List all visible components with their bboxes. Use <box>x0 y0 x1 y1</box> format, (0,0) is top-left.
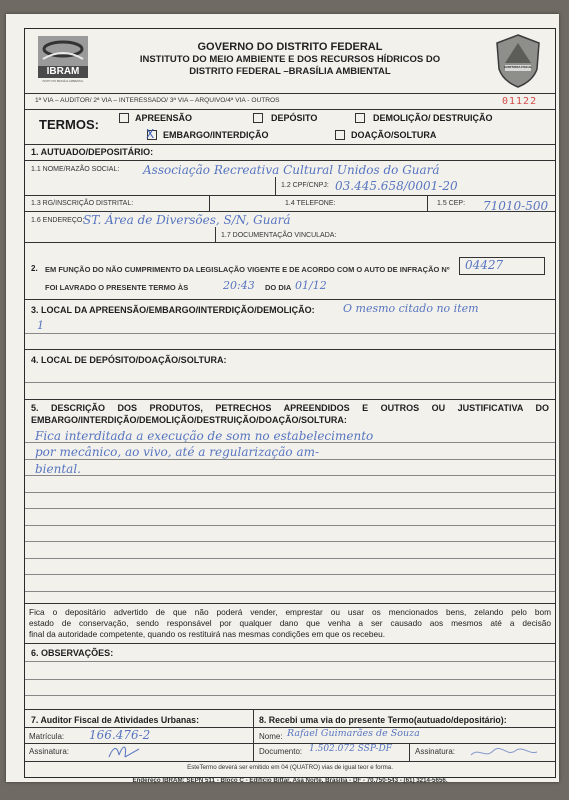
divider <box>209 195 210 211</box>
nome-recebedor-label: Nome: <box>259 732 283 741</box>
cep-label: 1.5 CEP: <box>437 200 466 207</box>
option-apreensao: APREENSÃO <box>135 113 193 123</box>
ruled-line <box>25 679 555 680</box>
checkbox-demolicao[interactable] <box>355 113 365 123</box>
divider <box>25 109 555 110</box>
endereco-value: ST. Área de Diversões, S/N, Guará <box>83 213 291 227</box>
section-3-value-1: O mesmo citado no item <box>343 302 479 315</box>
ruled-line <box>25 574 555 575</box>
divider <box>427 195 428 211</box>
header-title-1: GOVERNO DO DISTRITO FEDERAL <box>197 41 383 53</box>
logo-subtitle: INSTITUTO BRASÍLIA AMBIENTAL <box>42 80 84 83</box>
assinatura-recebedor-label: Assinatura: <box>415 747 456 756</box>
embargo-check-mark: X <box>146 127 155 141</box>
nome-recebedor-value: Rafael Guimarães de Souza <box>287 728 420 739</box>
ruled-line <box>25 442 555 443</box>
ruled-line <box>25 525 555 526</box>
divider <box>25 195 555 196</box>
divider <box>25 160 555 161</box>
rg-label: 1.3 RG/INSCRIÇÃO DISTRITAL: <box>31 200 134 207</box>
divider <box>25 242 555 243</box>
section-5-line-2: por mecânico, ao vivo, até a regularização am- <box>35 445 320 459</box>
recebedor-signature <box>469 743 539 761</box>
section-2-number: 2. <box>31 264 38 273</box>
section-4-title: 4. LOCAL DE DEPÓSITO/DOAÇÃO/SOLTURA: <box>31 355 227 365</box>
vias-text: 1ª VIA – AUDITOR/ 2ª VIA – INTERESSADO/ 3ª VIA – ARQUIVO/4ª VIA - OUTROS <box>35 97 280 104</box>
section-6-title: 6. OBSERVAÇÕES: <box>31 648 114 658</box>
option-demolicao: DEMOLIÇÃO/ DESTRUIÇÃO <box>373 113 493 123</box>
date-value: 01/12 <box>295 279 327 292</box>
divider <box>275 177 276 195</box>
divider <box>25 603 555 604</box>
badge-text: AUDITORIA FISCAL <box>503 65 533 69</box>
checkbox-doacao[interactable] <box>335 130 345 140</box>
ruled-line <box>25 695 555 696</box>
divider <box>25 93 555 94</box>
ruled-line <box>25 558 555 559</box>
cpf-label: 1.2 CPF/CNPJ: <box>281 182 329 189</box>
divider <box>25 349 555 350</box>
divider <box>25 399 555 400</box>
ruled-line <box>25 508 555 509</box>
footer-line-1: EsteTermo deverá ser emitido em 04 (QUATRO) vias de igual teor e forma. <box>187 764 393 771</box>
divider <box>25 144 555 145</box>
section-5-line-3: biental. <box>35 462 81 476</box>
divider <box>25 211 555 212</box>
divider <box>25 299 555 300</box>
telefone-label: 1.4 TELEFONE: <box>285 200 336 207</box>
ruled-line <box>25 382 555 383</box>
section-7-title: 7. Auditor Fiscal de Atividades Urbanas: <box>31 715 199 725</box>
section-2-text-2: FOI LAVRADO O PRESENTE TERMO ÀS <box>45 283 189 292</box>
termo-document <box>6 14 559 782</box>
auditor-signature <box>105 741 145 761</box>
option-embargo: EMBARGO/INTERDIÇÃO <box>163 130 269 140</box>
matricula-label: Matrícula: <box>29 732 65 741</box>
section-3-title: 3. LOCAL DA APREENSÃO/EMBARGO/INTERDIÇÃO/DEMOLIÇÃO: <box>31 305 315 315</box>
ruled-line <box>25 492 555 493</box>
section-2-text-3: DO DIA <box>265 283 292 292</box>
notice-line-3: final da autoridade competente, quando os restituirá nas mesmas condições em que os recebeu. <box>29 629 386 639</box>
divider <box>409 743 410 761</box>
documento-value: 1.502.072 SSP-DF <box>309 744 392 754</box>
header-title-2: INSTITUTO DO MEIO AMBIENTE E DOS RECURSOS HÍDRICOS DO <box>139 54 441 65</box>
auditoria-badge-icon <box>493 33 543 89</box>
auto-infracao-value: 04427 <box>465 258 504 272</box>
divider <box>25 761 555 762</box>
logo-text: IBRAM <box>46 66 80 77</box>
section-1-title: 1. AUTUADO/DEPOSITÁRIO: <box>31 147 154 157</box>
divider <box>253 709 254 761</box>
section-5-title-2: EMBARGO/INTERDIÇÃO/DEMOLIÇÃO/DESTRUIÇÃO/DOAÇÃO/SOLTURA: <box>31 415 347 425</box>
option-deposito: DEPÓSITO <box>271 113 318 123</box>
ruled-line <box>25 475 555 476</box>
notice-line-2: estado de conservação, sendo responsável por qualquer dano que venha a ser causado aos mesmos até a decisão <box>29 618 551 628</box>
ruled-line <box>25 591 555 592</box>
section-2-text-1: EM FUNÇÃO DO NÃO CUMPRIMENTO DA LEGISLAÇÃO VIGENTE E DE ACORDO COM O AUTO DE INFRAÇÃO Nº <box>45 265 450 274</box>
endereco-label: 1.6 ENDEREÇO: <box>31 217 85 224</box>
checkbox-deposito[interactable] <box>253 113 263 123</box>
assinatura-auditor-label: Assinatura: <box>29 747 70 756</box>
checkbox-apreensao[interactable] <box>119 113 129 123</box>
divider <box>25 643 555 644</box>
documento-label: Documento: <box>259 747 303 756</box>
nome-value: Associação Recreativa Cultural Unidos do Guará <box>143 163 440 177</box>
ruled-line <box>25 459 555 460</box>
footer-line-2: Endereço IBRAM: SEPN 511 - Bloco C - Edifício Bittar, Asa Norte, Brasília - DF - 70.750-543 - (61) 3214-5656. <box>132 777 448 784</box>
section-5-line-1: Fica interditada a execução de som no estabelecimento <box>35 429 374 443</box>
matricula-value: 166.476-2 <box>89 728 151 742</box>
cep-value: 71010-500 <box>483 199 549 213</box>
nome-label: 1.1 NOME/RAZÃO SOCIAL: <box>31 166 120 173</box>
documentacao-label: 1.7 DOCUMENTAÇÃO VINCULADA: <box>221 232 337 239</box>
cpf-value: 03.445.658/0001-20 <box>335 179 458 193</box>
termos-label: TERMOS: <box>39 117 99 132</box>
notice-line-1: Fica o depositário advertido de que não poderá vender, emprestar ou usar os mencionados bens, zelando pelo bom <box>29 607 551 617</box>
form-frame <box>24 28 556 778</box>
divider <box>25 709 555 710</box>
option-doacao: DOAÇÃO/SOLTURA <box>351 130 437 140</box>
section-3-value-2: 1 <box>37 319 44 332</box>
document-number: 01122 <box>502 96 538 107</box>
section-5-title-1: 5. DESCRIÇÃO DOS PRODUTOS, PETRECHOS APREENDIDOS E OUTROS OU JUSTIFICATIVA DO <box>31 403 549 413</box>
ruled-line <box>25 661 555 662</box>
time-value: 20:43 <box>223 279 255 292</box>
header-title-3: DISTRITO FEDERAL –BRASÍLIA AMBIENTAL <box>189 66 391 77</box>
ruled-line <box>25 541 555 542</box>
section-8-title: 8. Recebi uma via do presente Termo(autuado/depositário): <box>259 715 507 725</box>
divider <box>215 227 216 242</box>
ruled-line <box>25 333 555 334</box>
